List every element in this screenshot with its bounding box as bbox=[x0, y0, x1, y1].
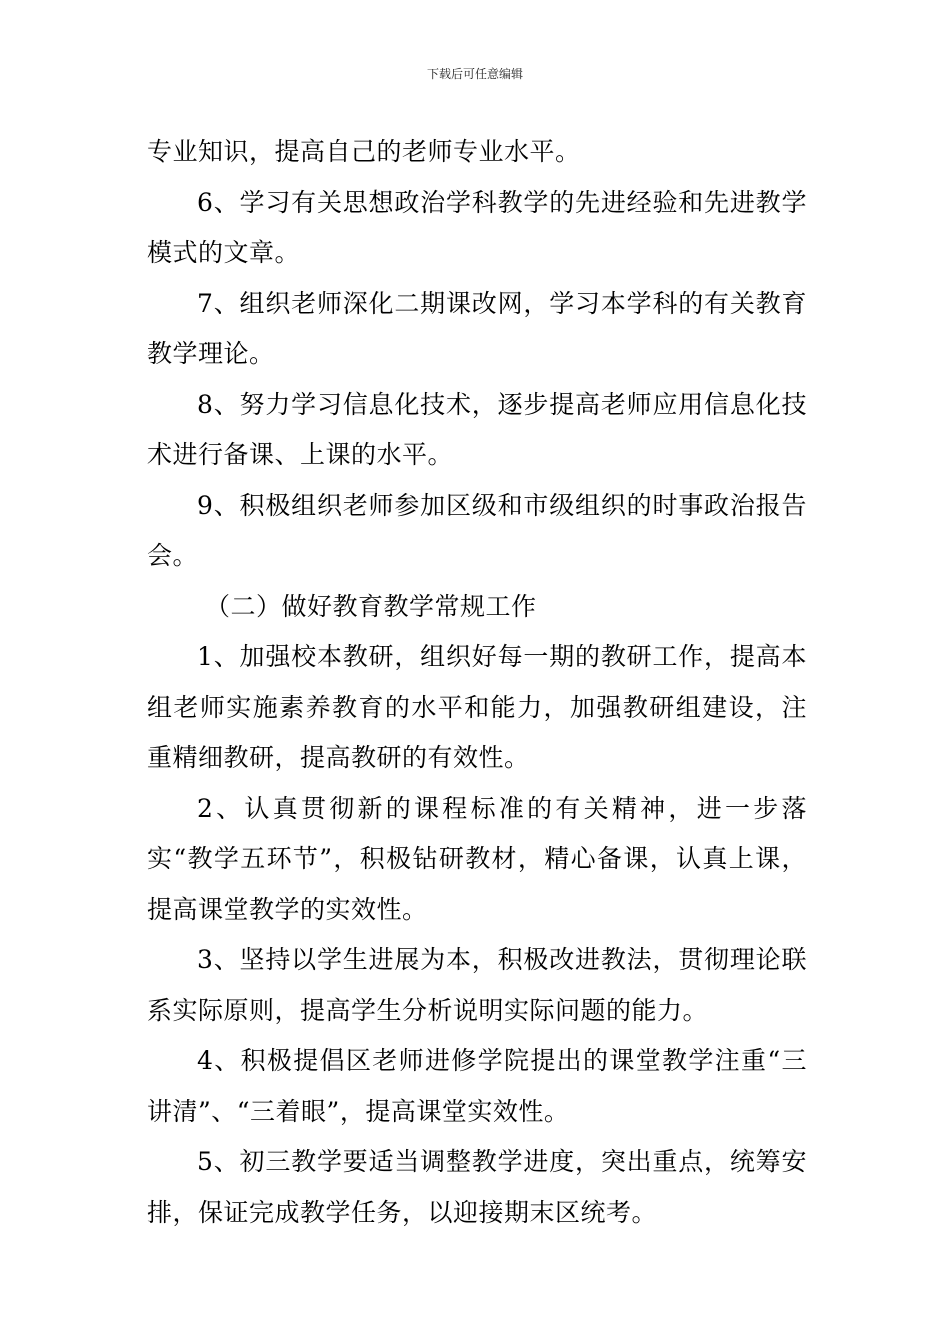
document-body bbox=[147, 127, 807, 1238]
paragraph-item-2: 2、认真贯彻新的课程标准的有关精神，进一步落实“教学五环节”，积极钻研教材，精心备课，认真上课，提高课堂教学的实效性。 bbox=[147, 793, 807, 924]
paragraph-item-7: 7、组织老师深化二期课改网，学习本学科的有关教育教学理论。 bbox=[147, 288, 807, 368]
page-header: 下载后可任意编辑 bbox=[426, 67, 523, 81]
paragraph-continuation: 专业知识，提高自己的老师专业水平。 bbox=[147, 137, 581, 166]
paragraph-item-9: 9、积极组织老师参加区级和市级组织的时事政治报告会。 bbox=[147, 490, 807, 570]
paragraph-item-6: 6、学习有关思想政治学科教学的先进经验和先进教学模式的文章。 bbox=[147, 187, 807, 267]
paragraph-item-8: 8、努力学习信息化技术，逐步提高老师应用信息化技术进行备课、上课的水平。 bbox=[147, 389, 807, 469]
paragraph-item-4: 4、积极提倡区老师进修学院提出的课堂教学注重“三讲清”、“三着眼”，提高课堂实效性。 bbox=[147, 1046, 807, 1126]
section-heading: （二）做好教育教学常规工作 bbox=[205, 591, 537, 621]
paragraph-item-1: 1、加强校本教研，组织好每一期的教研工作，提高本组老师实施素养教育的水平和能力，加强教研组建设，注重精细教研，提高教研的有效性。 bbox=[147, 642, 807, 772]
paragraph-item-3: 3、坚持以学生进展为本，积极改进教法，贯彻理论联系实际原则，提高学生分析说明实际问题的能力。 bbox=[147, 945, 807, 1025]
paragraph-item-5: 5、初三教学要适当调整教学进度，突出重点，统筹安排，保证完成教学任务，以迎接期末区统考。 bbox=[147, 1147, 807, 1227]
